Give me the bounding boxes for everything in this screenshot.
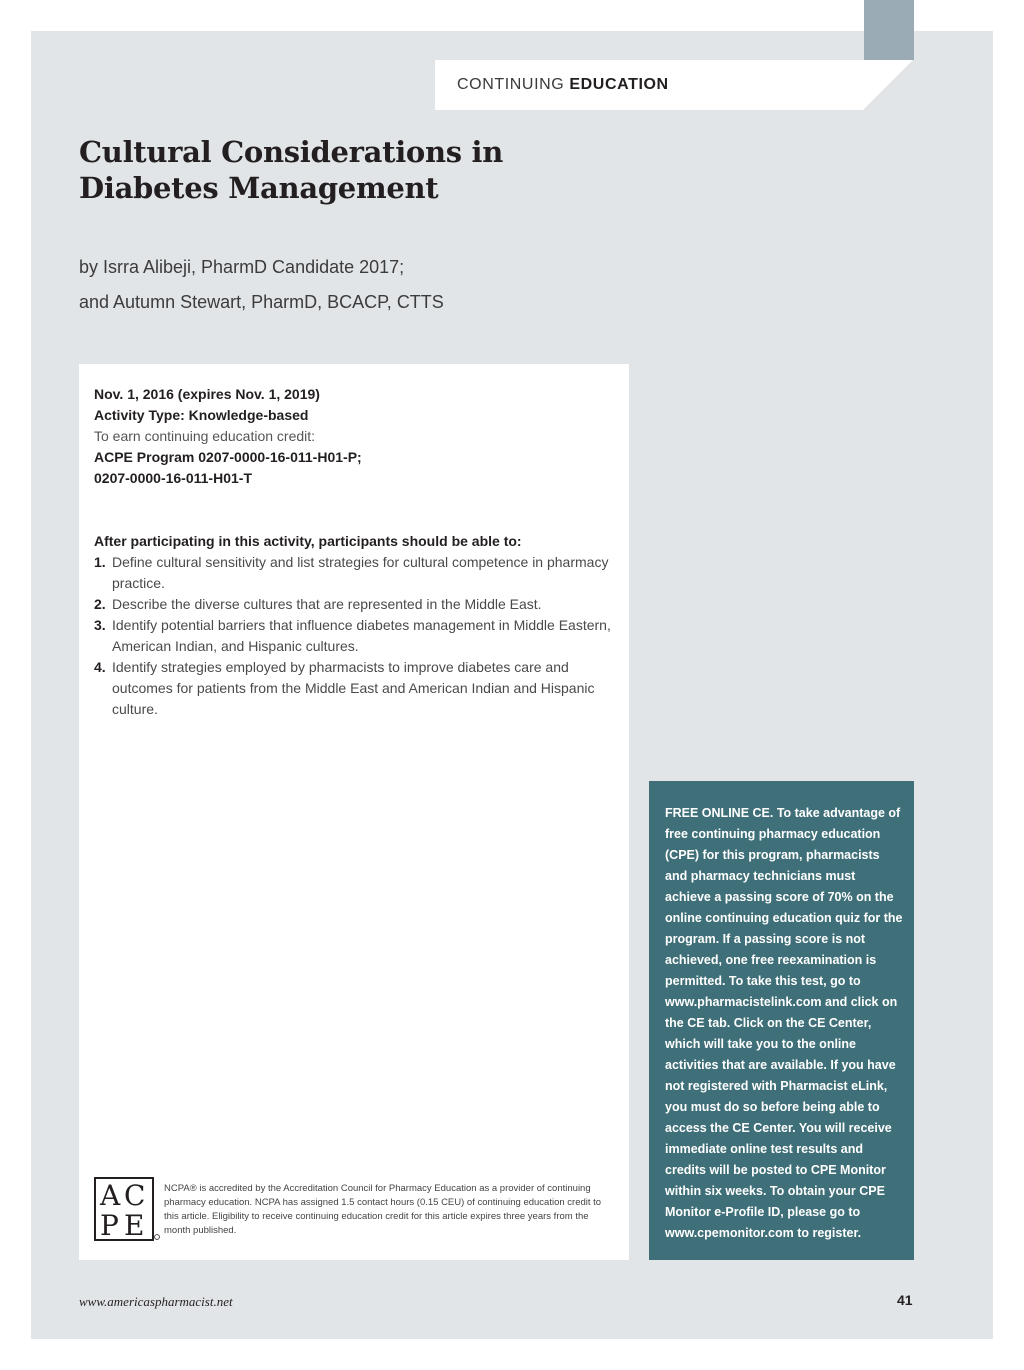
svg-text:A: A <box>100 1179 121 1212</box>
objectives-heading: After participating in this activity, participants should be able to: <box>94 533 522 549</box>
author-line-2: and Autumn Stewart, PharmD, BCACP, CTTS <box>79 292 444 312</box>
objective-item <box>94 657 614 720</box>
objective-text: Describe the diverse cultures that are represented in the Middle East. <box>112 596 542 612</box>
section-header-light: CONTINUING <box>457 76 565 93</box>
activity-type: Activity Type: Knowledge-based <box>94 407 309 423</box>
objective-item <box>94 594 614 615</box>
corner-tab <box>864 0 914 60</box>
objective-number: 3. <box>94 617 106 633</box>
title-line-1: Cultural Considerations in <box>79 135 504 169</box>
objective-number: 2. <box>94 596 106 612</box>
acpe-logo <box>94 1177 160 1241</box>
author-byline <box>79 250 444 320</box>
title-line-2: Diabetes Management <box>79 171 439 205</box>
objective-number: 4. <box>94 659 106 675</box>
section-header-bold: EDUCATION <box>569 76 669 93</box>
section-header-banner <box>435 60 913 110</box>
program-number-1: ACPE Program 0207-0000-16-011-H01-P; <box>94 449 362 465</box>
svg-text:C: C <box>124 1179 146 1212</box>
accreditation-note: NCPA® is accredited by the Accreditation Council for Pharmacy Education as a provider of continuing pharmacy education. NCPA has assigned 1.5 contact hours (0.15 CEU) of continuing education credit to this article. Eligibility to receive continuing education credit for this article expires three years from the month published. <box>164 1183 602 1236</box>
learning-objectives <box>94 531 614 720</box>
acpe-logo-mark <box>94 1177 160 1241</box>
objective-number: 1. <box>94 554 106 570</box>
svg-text:P: P <box>100 1209 119 1241</box>
objective-item <box>94 552 614 594</box>
objective-text: Identify potential barriers that influence diabetes management in Middle Eastern, American Indian, and Hispanic cultures. <box>112 617 611 654</box>
credit-note: To earn continuing education credit: <box>94 428 316 444</box>
ce-info-box <box>79 364 629 1260</box>
objective-text: Define cultural sensitivity and list strategies for cultural competence in pharmacy practice. <box>112 554 609 591</box>
article-title <box>79 134 503 206</box>
section-header <box>457 76 669 94</box>
objective-text: Identify strategies employed by pharmacists to improve diabetes care and outcomes for patients from the Middle East and American Indian and Hispanic culture. <box>112 659 595 717</box>
free-online-ce-box <box>649 781 914 1260</box>
objective-item <box>94 615 614 657</box>
svg-text:E: E <box>124 1209 145 1241</box>
activity-date: Nov. 1, 2016 (expires Nov. 1, 2019) <box>94 386 320 402</box>
footer-url[interactable]: www.americaspharmacist.net <box>79 1294 233 1309</box>
page-number: 41 <box>897 1292 913 1308</box>
author-line-1: by Isrra Alibeji, PharmD Candidate 2017; <box>79 257 405 277</box>
program-number-2: 0207-0000-16-011-H01-T <box>94 470 252 486</box>
free-online-ce-text: FREE ONLINE CE. To take advantage of free continuing pharmacy education (CPE) for this program, pharmacists and pharmacy technicians must achieve a passing score of 70% on the online continuing education quiz for the program. If a passing score is not achieved, one free reexamination is permitted. To take this test, go to www.pharmacistelink.com and click on the CE tab. Click on the CE Center, which will take you to the online activities that are available. If you have not registered with Pharmacist eLink, you must do so before being able to access the CE Center. You will receive immediate online test results and credits will be posted to CPE Monitor within six weeks. To obtain your CPE Monitor e-Profile ID, please go to www.cpemonitor.com to register. <box>665 806 903 1240</box>
